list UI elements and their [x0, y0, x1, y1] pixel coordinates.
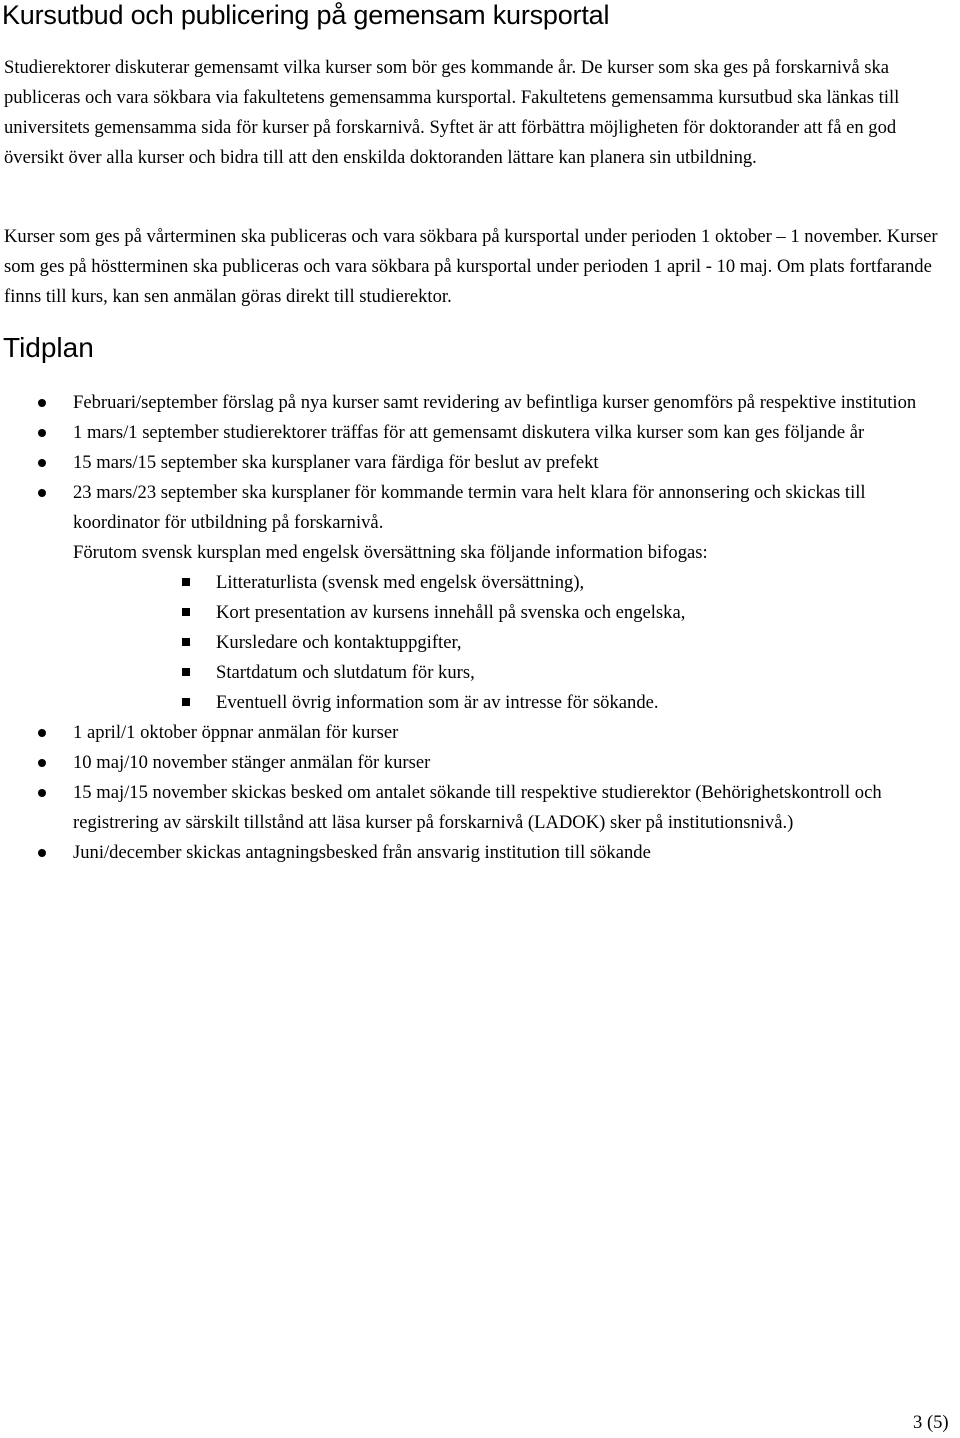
- square-bullet-icon: [182, 698, 190, 706]
- timeline-item: [0, 418, 960, 448]
- publication-period-paragraph: Kurser som ges på vårterminen ska publiceras och vara sökbara på kursportal under perioden 1 oktober – 1 november. Kurser som ges på höstterminen ska publiceras och vara sökbara på kursportal under perioden 1 april - 10 maj. Om plats fortfarande finns till kurs, kan sen anmälan göras direkt till studierektor.: [4, 226, 938, 307]
- square-bullet-icon: [182, 638, 190, 646]
- timeline-item-text: 1 mars/1 september studierektorer träffas för att gemensamt diskutera vilka kurser som kan ges följande år: [73, 422, 865, 443]
- timeline-item: [0, 838, 960, 868]
- timeline-item-text: 1 april/1 oktober öppnar anmälan för kurser: [73, 722, 399, 743]
- timeline-item: [0, 778, 960, 838]
- attachment-item: [73, 598, 940, 628]
- timeline-item: [0, 478, 960, 718]
- square-bullet-icon: [182, 608, 190, 616]
- timeline-item-text: Juni/december skickas antagningsbesked från ansvarig institution till sökande: [73, 842, 651, 863]
- bullet-icon: [38, 399, 46, 407]
- attachment-item-text: Startdatum och slutdatum för kurs,: [216, 662, 475, 683]
- timeline-list: [0, 388, 960, 868]
- attachment-item-text: Kursledare och kontaktuppgifter,: [216, 632, 462, 653]
- square-bullet-icon: [182, 668, 190, 676]
- attachment-list: [73, 568, 940, 718]
- bullet-icon: [38, 729, 46, 737]
- timeline-item-text: Februari/september förslag på nya kurser samt revidering av befintliga kurser genomförs på respektive institution: [73, 392, 917, 413]
- bullet-icon: [38, 459, 46, 467]
- bullet-icon: [38, 759, 46, 767]
- page-title: Kursutbud och publicering på gemensam kursportal: [2, 0, 610, 30]
- page-number: 3 (5): [913, 1412, 949, 1433]
- attachment-item-text: Kort presentation av kursens innehåll på svenska och engelska,: [216, 602, 686, 623]
- timeline-item: [0, 448, 960, 478]
- bullet-icon: [38, 849, 46, 857]
- attachment-item: [73, 628, 940, 658]
- timeline-item-text: 10 maj/10 november stänger anmälan för kurser: [73, 752, 431, 773]
- timeline-item: [0, 388, 960, 418]
- attachment-item: [73, 658, 940, 688]
- intro-paragraph: Studierektorer diskuterar gemensamt vilka kurser som bör ges kommande år. De kurser som ska ges på forskarnivå ska publiceras och vara sökbara via fakultetens gemensamma kursportal. Fakultetens gemensamma kursutbud ska länkas till universitets gemensamma sida för kurser på forskarnivå. Syftet är att förbättra möjligheten för doktorander att få en god översikt över alla kurser och bidra till att den enskilda doktoranden lättare kan planera sin utbildning.: [4, 57, 900, 168]
- timeline-item-text: 23 mars/23 september ska kursplaner för kommande termin vara helt klara för annonsering och skickas till koordinator för utbildning på forskarnivå.: [73, 482, 866, 533]
- attachment-item-text: Eventuell övrig information som är av intresse för sökande.: [216, 692, 659, 713]
- attachment-item: [73, 688, 940, 718]
- square-bullet-icon: [182, 578, 190, 586]
- bullet-icon: [38, 789, 46, 797]
- attachment-item-text: Litteraturlista (svensk med engelsk översättning),: [216, 572, 585, 593]
- bullet-icon: [38, 489, 46, 497]
- attachment-item: [73, 568, 940, 598]
- timeline-item-text: 15 mars/15 september ska kursplaner vara färdiga för beslut av prefekt: [73, 452, 599, 473]
- timeline-item: [0, 748, 960, 778]
- timeline-item: [0, 718, 960, 748]
- timeline-item-text: 15 maj/15 november skickas besked om antalet sökande till respektive studierektor (Behörighetskontroll och registrering av särskilt tillstånd att läsa kurser på forskarnivå (LADOK) sker på institutionsnivå.): [73, 782, 882, 833]
- bullet-icon: [38, 429, 46, 437]
- section-heading-tidplan: Tidplan: [3, 332, 94, 363]
- attachment-note: Förutom svensk kursplan med engelsk översättning ska följande information bifogas:: [73, 542, 708, 563]
